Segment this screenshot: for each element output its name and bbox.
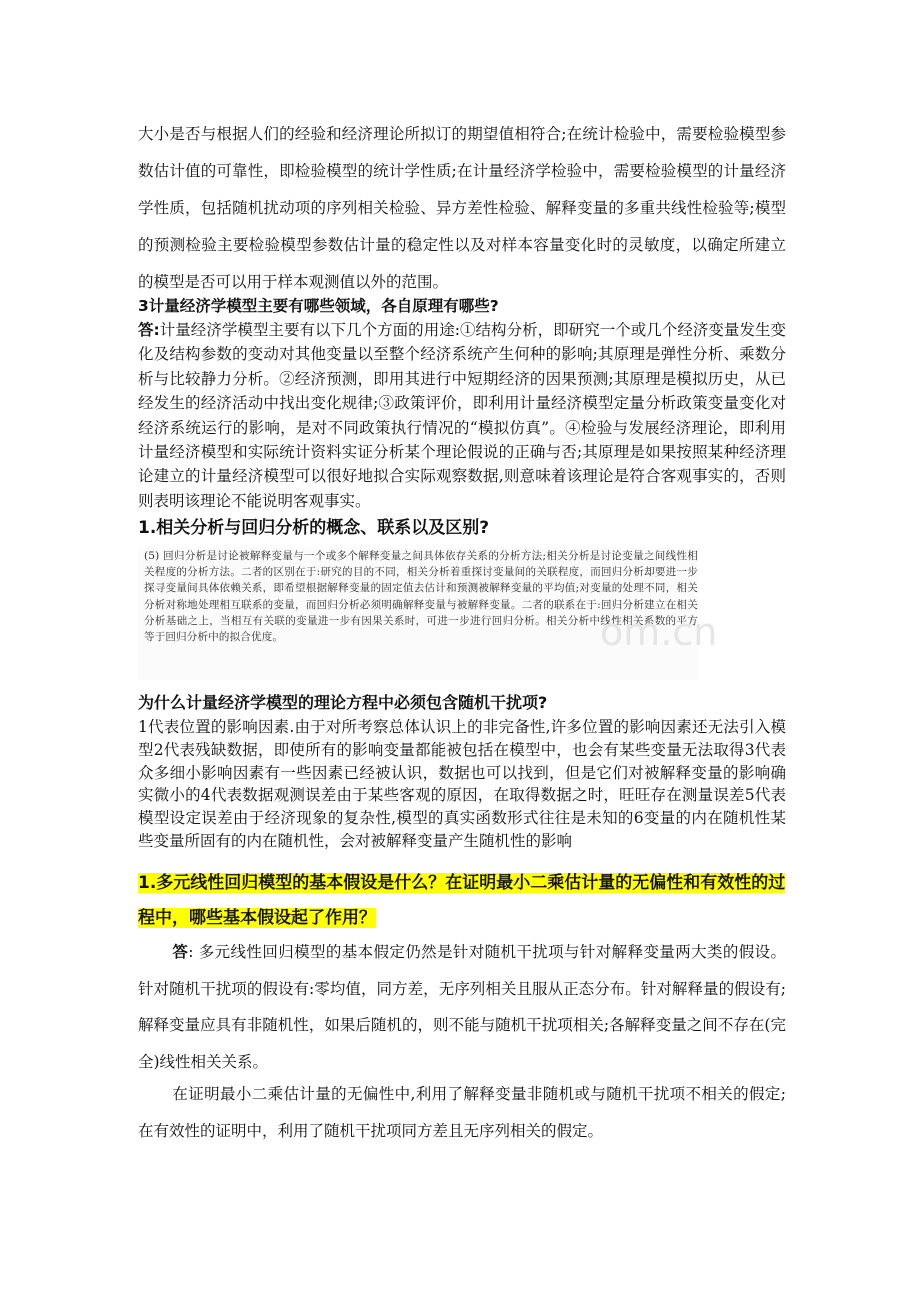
heading-multiple-regression-assumptions <box>138 866 798 936</box>
scanned-text: (5) 回归分析是讨论被解释变量与一个或多个解释变量之间具体依存关系的分析方法;相关分析是讨论变量之间线性相关程度的分析方法。二者的区别在于:研究的目的不同，相关分析着重探讨变量间的关联程度，而回归分析却要进一步探寻变量间具体依赖关系，即希望根据解释变量的固定值去估计和预测被解释变量的平均值;对变量的处理不同，相关分析对称地处理相互联系的变量，而回归分析必须明确解释变量与被解释变量。二者的联系在于:回归分析建立在相关分析基础之上，当相互有关联的变量进一步有因果关系时，可进一步进行回归分析。相关分析中线性相关系数的平方等于回归分析中的拟合优度。 <box>144 550 698 644</box>
answer-3 <box>138 318 786 513</box>
answer-assumptions-label: 答 <box>172 943 189 961</box>
answer-proof-text: 在证明最小二乘估计量的无偏性中,利用了解释变量非随机或与随机干扰项不相关的假定;在有效性的证明中，利用了随机干扰项同方差且无序列相关的假定。 <box>138 1085 786 1140</box>
highlighted-heading-text: 1.多元线性回归模型的基本假设是什么？在证明最小二乘估计量的无偏性和有效性的过程中，哪些基本假设起了作用？ <box>138 873 786 928</box>
question-random-error-heading: 为什么计量经济学模型的理论方程中必须包含随机干扰项? <box>138 693 548 712</box>
answer-proof-assumptions <box>138 1076 786 1149</box>
watermark: om.cn <box>600 610 718 654</box>
heading-correlation-regression: 1.相关分析与回归分析的概念、联系以及区别? <box>138 518 490 538</box>
paragraph-model-tests: 大小是否与根据人们的经验和经济理论所拟订的期望值相符合;在统计检验中，需要检验模型参数估计值的可靠性，即检验模型的统计学性质;在计量经济学检验中，需要检验模型的计量经济学性质，包括随机扰动项的序列相关检验、异方差性检验、解释变量的多重共线性检验等;模型的预测检验主要检验模型参数估计量的稳定性以及对样本容量变化时的灵敏度，以确定所建立的模型是否可以用于样本观测值以外的范围。 <box>138 125 786 291</box>
question-3-heading: 3计量经济学模型主要有哪些领域，各自原理有哪些? <box>138 297 499 315</box>
answer-random-error: 1代表位置的影响因素.由于对所考察总体认识上的非完备性,许多位置的影响因素还无法引入模型2代表残缺数据，即使所有的影响变量都能被包括在模型中，也会有某些变量无法取得3代表众多细小影响因素有一些因素已经被认识，数据也可以找到，但是它们对被解释变量的影响确实微小的4代表数据观测误差由于某些客观的原因，在取得数据之时，旺旺存在测量误差5代表模型设定误差由于经济现象的复杂性,模型的真实函数形式往往是未知的6变量的内在随机性某些变量所固有的内在随机性，会对被解释变量产生随机性的影响 <box>138 718 786 850</box>
answer-assumptions <box>138 934 786 1080</box>
answer-3-label: 答: <box>138 321 160 339</box>
answer-assumptions-text: : 多元线性回归模型的基本假定仍然是针对随机干扰项与针对解释变量两大类的假设。针对随机干扰项的假设有:零均值，同方差，无序列相关且服从正态分布。针对解释量的假设有;解释变量应具有非随机性，如果后随机的，则不能与随机干扰项相关;各解释变量之间不存在(完全)线性相关关系。 <box>138 943 786 1071</box>
answer-3-text: 计量经济学模型主要有以下几个方面的用途:①结构分析，即研究一个或几个经济变量发生变化及结构参数的变动对其他变量以至整个经济系统产生何种的影响;其原理是弹性分析、乘数分析与比较静力分析。②经济预测，即用其进行中短期经济的因果预测;其原理是模拟历史，从已经发生的经济活动中找出变化规律;③政策评价，即利用计量经济模型定量分析政策变量变化对经济系统运行的影响，是对不同政策执行情况的“模拟仿真”。④检验与发展经济理论，即利用计量经济模型和实际统计资料实证分析某个理论假说的正确与否;其原理是如果按照某种经济理论建立的计量经济模型可以很好地拟合实际观察数据,则意味着该理论是符合客观事实的，否则则表明该理论不能说明客观事实。 <box>138 321 786 510</box>
